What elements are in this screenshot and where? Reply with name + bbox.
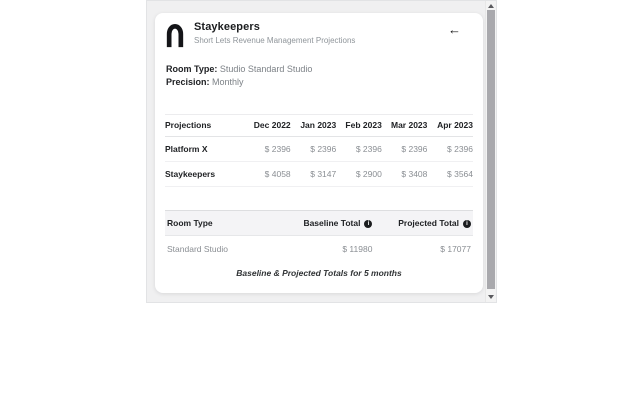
totals-caption: Baseline & Projected Totals for 5 months xyxy=(236,268,402,278)
scrollbar-thumb[interactable] xyxy=(487,10,495,289)
scrollbar-up-arrow-icon[interactable] xyxy=(488,4,494,8)
scrollbar-down-arrow-icon[interactable] xyxy=(488,295,494,299)
projected-total-label: Projected Total xyxy=(398,218,459,228)
projections-card xyxy=(155,13,483,293)
column-header-dec-2022: Dec 2022 xyxy=(245,115,291,137)
page-subtitle: Short Lets Revenue Management Projections xyxy=(194,36,356,45)
room-type-cell: Standard Studio xyxy=(167,244,228,254)
column-header-projected-total xyxy=(374,211,473,236)
precision-line xyxy=(166,76,473,89)
precision-label: Precision: xyxy=(166,77,210,87)
projected-total-cell: $ 17077 xyxy=(440,244,471,254)
info-icon[interactable]: i xyxy=(463,220,471,228)
baseline-total-cell: $ 11980 xyxy=(342,244,373,254)
column-header-baseline-total xyxy=(276,211,375,236)
projection-cell: $ 4058 xyxy=(245,162,291,187)
column-header-feb-2023: Feb 2023 xyxy=(336,115,382,137)
page-title: Staykeepers xyxy=(194,21,260,33)
projection-cell: $ 2396 xyxy=(427,137,473,162)
column-header-projections: Projections xyxy=(165,115,245,137)
info-icon[interactable]: i xyxy=(364,220,372,228)
projection-cell: $ 3408 xyxy=(382,162,428,187)
projection-cell: $ 3564 xyxy=(427,162,473,187)
column-header-mar-2023: Mar 2023 xyxy=(382,115,428,137)
projection-cell: $ 2396 xyxy=(336,137,382,162)
projections-table xyxy=(165,114,473,187)
column-header-room-type: Room Type xyxy=(165,211,276,236)
projection-cell: $ 2396 xyxy=(291,137,337,162)
title-block xyxy=(194,21,444,45)
room-type-value: Studio Standard Studio xyxy=(219,64,313,74)
meta-section xyxy=(165,63,473,89)
totals-table xyxy=(165,210,473,262)
card-header xyxy=(165,21,473,49)
row-label: Platform X xyxy=(165,137,245,162)
projection-cell: $ 2900 xyxy=(336,162,382,187)
totals-header-row xyxy=(165,211,473,236)
room-type-label: Room Type: xyxy=(166,64,218,74)
room-type-line xyxy=(166,63,473,76)
projection-cell: $ 2396 xyxy=(245,137,291,162)
projection-cell: $ 2396 xyxy=(382,137,428,162)
column-header-jan-2023: Jan 2023 xyxy=(291,115,337,137)
column-header-apr-2023: Apr 2023 xyxy=(427,115,473,137)
projections-header-row xyxy=(165,115,473,137)
back-arrow-icon: ← xyxy=(448,22,461,37)
baseline-total-label: Baseline Total xyxy=(303,218,361,228)
table-row-staykeepers xyxy=(165,162,473,187)
scrollbar[interactable] xyxy=(485,1,496,302)
back-button[interactable] xyxy=(444,21,465,38)
embedded-viewport xyxy=(146,0,497,303)
table-row-standard-studio xyxy=(165,236,473,263)
table-row-platform-x xyxy=(165,137,473,162)
precision-value: Monthly xyxy=(212,77,244,87)
row-label: Staykeepers xyxy=(165,162,245,187)
projection-cell: $ 3147 xyxy=(291,162,337,187)
staykeepers-logo-icon xyxy=(165,22,185,49)
